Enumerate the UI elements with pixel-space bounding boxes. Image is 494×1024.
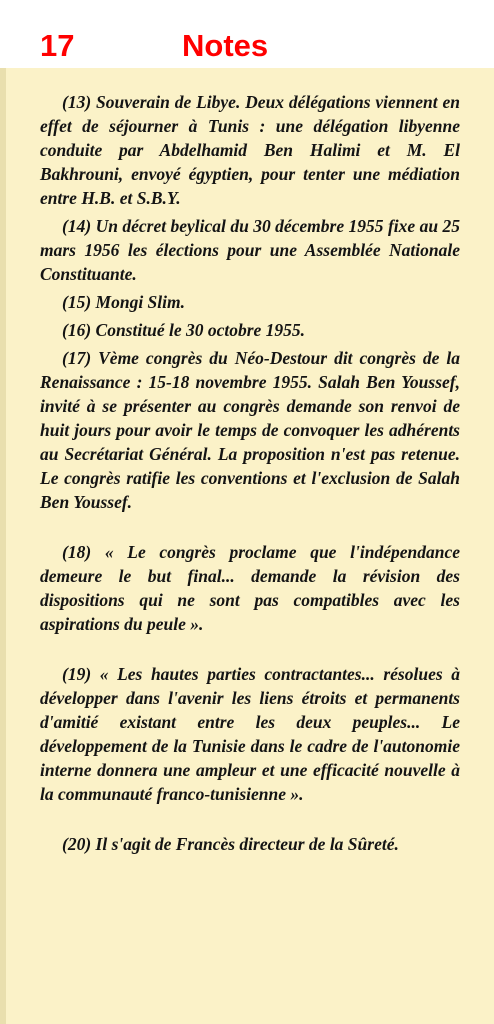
note-13: (13) Souverain de Libye. Deux délégations viennent en effet de séjourner à Tunis : une délégation libyenne conduite par Abdelhamid Ben Halimi et M. El Bakhrouni, envoyé égyptien, pour tenter une médiation entre H.B. et S.B.Y. [40,92,460,208]
note-17: (17) Vème congrès du Néo-Destour dit congrès de la Renaissance : 15-18 novembre 1955. Salah Ben Youssef, invité à se présenter au congrès demande son renvoi de huit jours pour avoir le temps de convoquer les adhérents au Secrétariat Général. La proposition n'est pas retenue. Le congrès ratifie les conventions et l'exclusion de Salah Ben Youssef. [40,348,460,512]
page-title: Notes [182,28,269,63]
note-16: (16) Constitué le 30 octobre 1955. [62,320,306,340]
note-20: (20) Il s'agit de Francès directeur de la Sûreté. [62,834,399,854]
note-19: (19) « Les hautes parties contractantes... résolues à développer dans l'avenir les liens étroits et permanents d'amitié existant entre les deux peuples... Le développement de la Tunisie dans le cadre de l'autonomie interne donnera une ampleur et une efficacité nouvelle à la communauté franco-tunisienne ». [40,664,460,804]
header [0,0,494,68]
note-14: (14) Un décret beylical du 30 décembre 1955 fixe au 25 mars 1956 les élections pour une Assemblée Nationale Constituante. [40,216,460,284]
notes-list [40,90,460,856]
note-18: (18) « Le congrès proclame que l'indépendance demeure le but final... demande la révision des dispositions qui ne sont pas compatibles avec les aspirations du peule ». [40,542,460,634]
note-15: (15) Mongi Slim. [62,292,186,312]
page-number: 17 [40,28,75,63]
